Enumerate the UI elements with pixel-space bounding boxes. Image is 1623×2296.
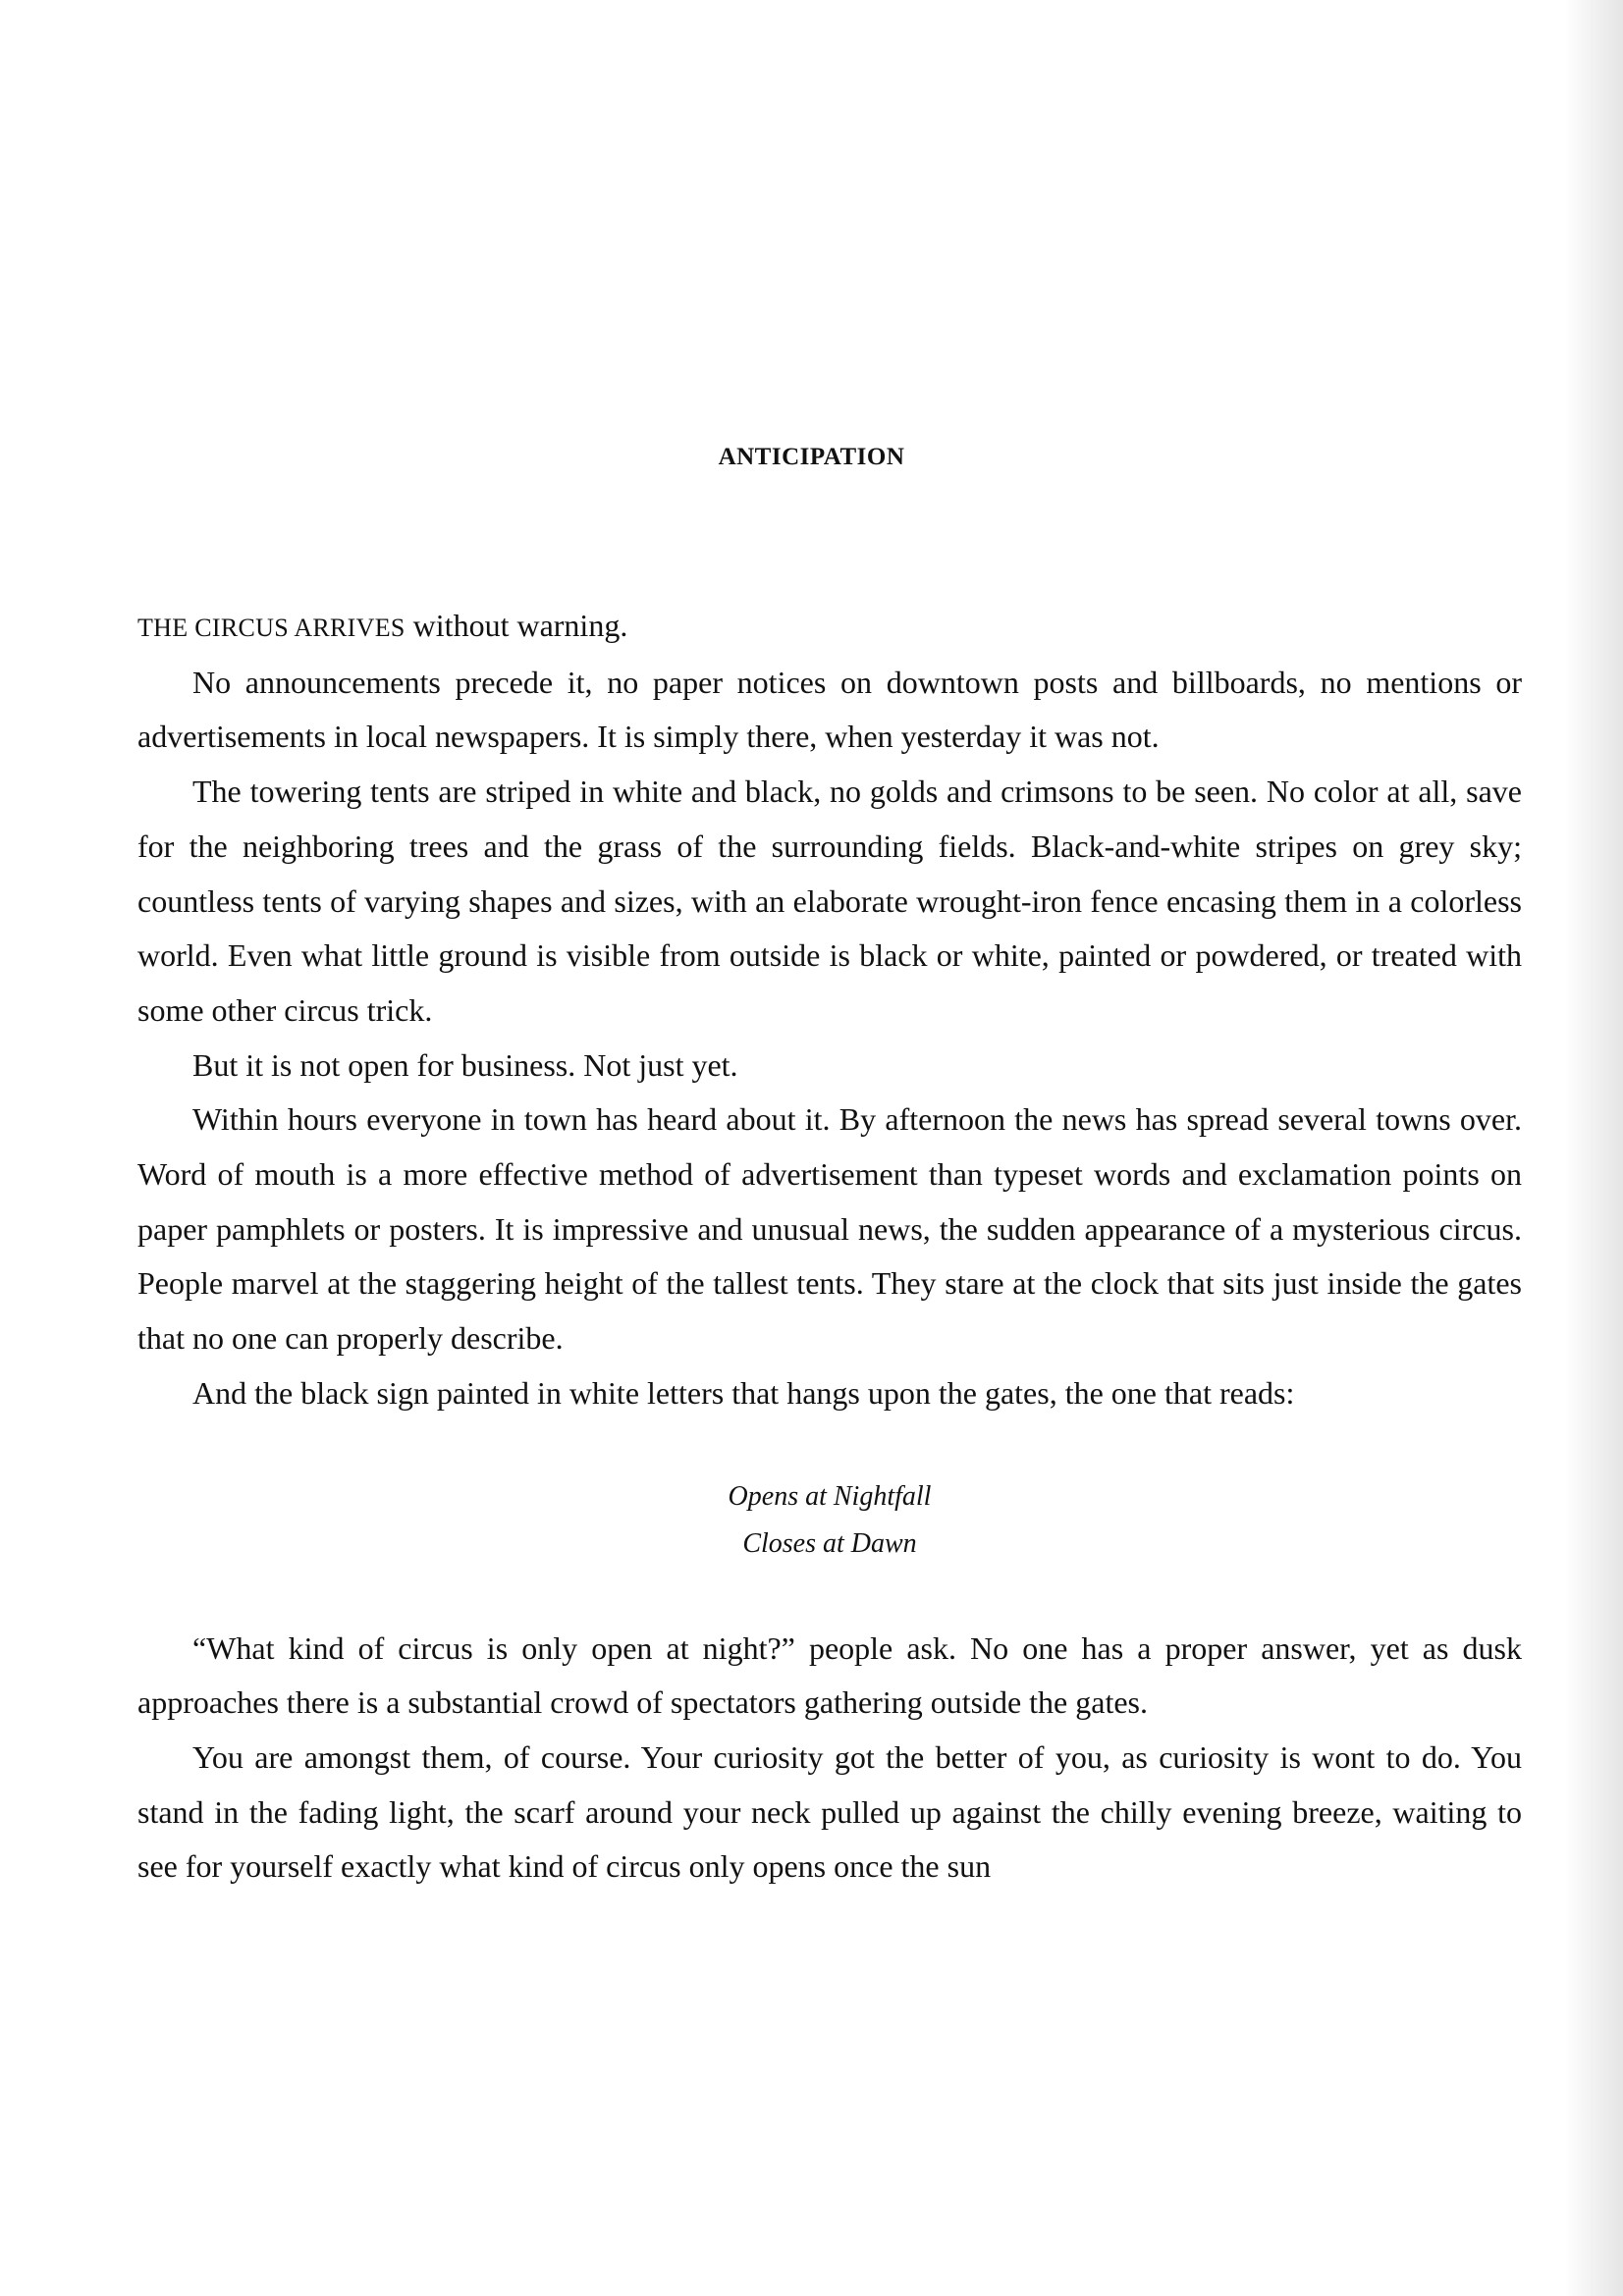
- paragraph: And the black sign painted in white letters that hangs upon the gates, the one that reads:: [192, 1374, 1295, 1411]
- paragraph: The towering tents are striped in white and black, no golds and crimsons to be seen. No color at all, save for the neighboring trees and the grass of the surrounding fields. Black-and-white stripes on grey sky; countless tents of varying shapes and sizes, with an elaborate wrought-iron fence encasing them in a colorless world. Even what little ground is visible from outside is black or white, painted or powdered, or treated with some other circus trick.: [137, 774, 1522, 1028]
- sign-line-opens: Opens at Nightfall: [728, 1480, 932, 1512]
- opening-line: [137, 599, 1522, 656]
- sign-line-closes: Closes at Dawn: [742, 1527, 917, 1559]
- sign-text: [137, 1473, 1522, 1568]
- chapter-title: ANTICIPATION: [718, 444, 905, 470]
- paragraph: Within hours everyone in town has heard about it. By afternoon the news has spread several towns over. Word of mouth is a more effective method of advertisement than typeset words and exclamation points on paper pamphlets or posters. It is impressive and unusual news, the sudden appearance of a mysterious circus. People marvel at the staggering height of the tallest tents. They stare at the clock that sits just inside the gates that no one can properly describe.: [137, 1101, 1522, 1357]
- opening-rest: without warning.: [405, 608, 628, 643]
- chapter-body: [137, 599, 1522, 1895]
- paragraph: No announcements precede it, no paper notices on downtown posts and billboards, no mentions or advertisements in local newspapers. It is simply there, when yesterday it was not.: [137, 664, 1522, 755]
- page-edge-shadow: [1564, 0, 1623, 2296]
- paragraph: “What kind of circus is only open at night?” people ask. No one has a proper answer, yet as dusk approaches there is a substantial crowd of spectators gathering outside the gates.: [137, 1629, 1522, 1721]
- paragraph: But it is not open for business. Not just yet.: [192, 1046, 738, 1083]
- opening-small-caps: THE CIRCUS ARRIVES: [137, 614, 406, 642]
- paragraph: You are amongst them, of course. Your curiosity got the better of you, as curiosity is wont to do. You stand in the fading light, the scarf around your neck pulled up against the chilly evening breeze, waiting to see for yourself exactly what kind of circus only opens once the sun: [137, 1738, 1522, 1885]
